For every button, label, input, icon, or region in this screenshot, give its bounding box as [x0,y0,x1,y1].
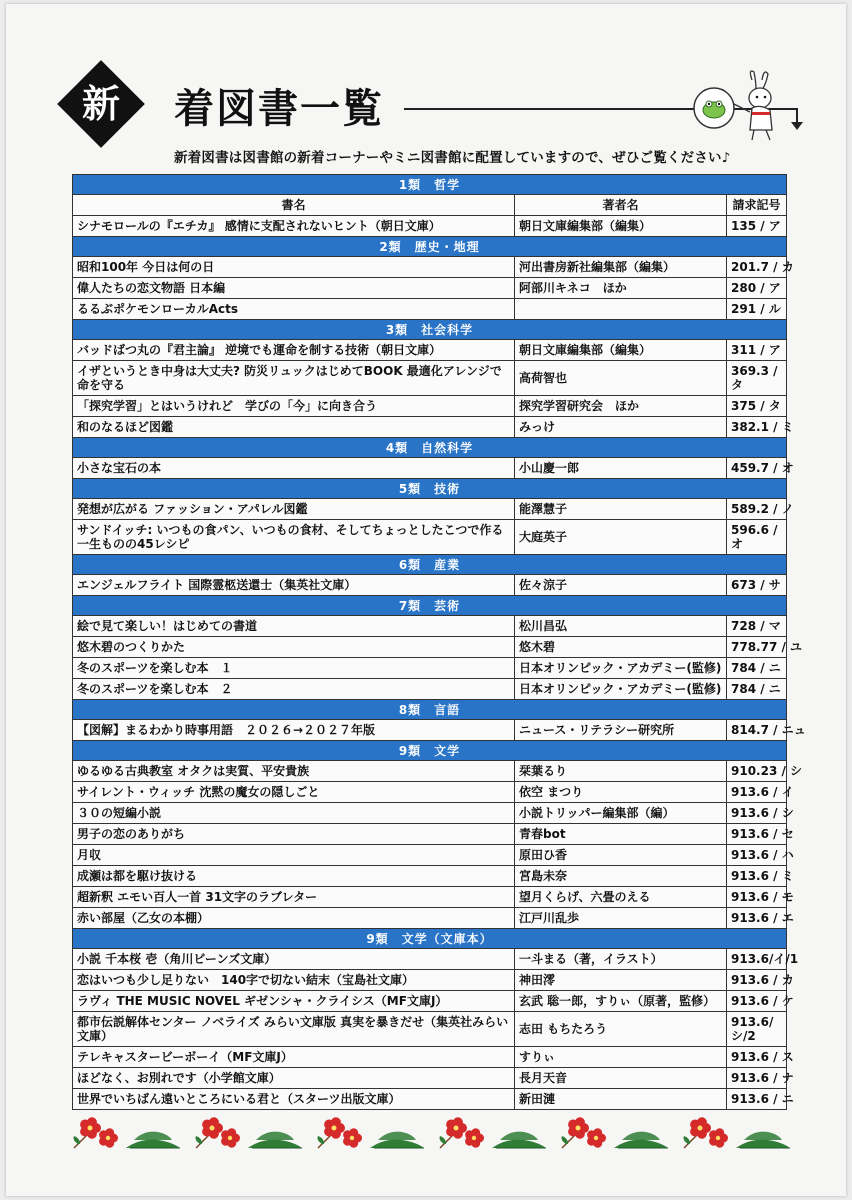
book-author: 能澤慧子 [515,499,727,520]
table-row [73,970,787,991]
call-number: 280 / ア [727,278,787,299]
book-author: 悠木碧 [515,637,727,658]
call-number: 728 / マ [727,616,787,637]
book-author: 日本オリンピック・アカデミー(監修) [515,658,727,679]
book-title: ほどなく、お別れです（小学館文庫） [73,1068,515,1089]
table-row [73,824,787,845]
call-number: 673 / サ [727,575,787,596]
book-title: 偉人たちの恋文物語 日本編 [73,278,515,299]
table-row [73,1047,787,1068]
call-number: 913.6 / モ [727,887,787,908]
book-title: 男子の恋のありがち [73,824,515,845]
book-title: ３０の短編小説 [73,803,515,824]
book-title: 冬のスポーツを楽しむ本 ２ [73,679,515,700]
call-number: 910.23 / シ [727,761,787,782]
book-author: 朝日文庫編集部（編集） [515,216,727,237]
table-row [73,616,787,637]
intro-text: 新着図書は図書館の新着コーナーやミニ図書館に配置していますので、ぜひご覧ください♪ [174,150,731,166]
table-row [73,340,787,361]
call-number: 913.6/シ/2 [727,1012,787,1047]
book-author: 栞葉るり [515,761,727,782]
call-number: 913.6 / ナ [727,1068,787,1089]
table-row [73,658,787,679]
table-row [73,866,787,887]
table-row [73,361,787,396]
call-number: 913.6 / エ [727,908,787,929]
call-number: 459.7 / オ [727,458,787,479]
book-author: 高荷智也 [515,361,727,396]
call-number: 913.6 / セ [727,824,787,845]
footer-decoration [68,1114,798,1156]
category-label: 7類 芸術 [73,596,787,616]
table-row [73,949,787,970]
book-author: 宮島未奈 [515,866,727,887]
table-row [73,782,787,803]
table-row [73,499,787,520]
table-row [73,257,787,278]
category-header [73,320,787,340]
table-row [73,803,787,824]
book-author: 玄武 聡一郎，すりぃ（原著，監修） [515,991,727,1012]
book-title: 恋はいつも少し足りない 140字で切ない結末（宝島社文庫） [73,970,515,991]
category-label: 9類 文学（文庫本） [73,929,787,949]
category-header [73,175,787,195]
table-row [73,299,787,320]
book-author: すりぃ [515,1047,727,1068]
category-header [73,479,787,499]
call-number: 135 / ア [727,216,787,237]
book-author: 志田 もちたろう [515,1012,727,1047]
book-author: 河出書房新社編集部（編集） [515,257,727,278]
rabbit-mascot-icon [682,68,792,144]
column-header-author: 著者名 [515,195,727,216]
table-row [73,720,787,741]
page-title: 着図書一覧 [174,85,384,132]
table-row [73,520,787,555]
column-header-row [73,195,787,216]
book-title: ゆるゆる古典教室 オタクは実質、平安貴族 [73,761,515,782]
table-row [73,1068,787,1089]
book-author: 新田漣 [515,1089,727,1110]
call-number: 913.6 / ス [727,1047,787,1068]
book-title: エンジェルフライト 国際霊柩送還士（集英社文庫） [73,575,515,596]
book-title: 都市伝説解体センター ノベライズ みらい文庫版 真実を暴きだせ（集英社みらい文庫） [73,1012,515,1047]
table-row [73,845,787,866]
category-header [73,929,787,949]
category-header [73,596,787,616]
book-title: 小さな宝石の本 [73,458,515,479]
book-author: 原田ひ香 [515,845,727,866]
document-page [6,4,846,1196]
call-number: 784 / ニ [727,658,787,679]
call-number: 913.6 / シ [727,803,787,824]
plum-blossom-icon [68,1114,186,1154]
book-author: 望月くらげ、六畳のえる [515,887,727,908]
table-row [73,679,787,700]
table-row [73,216,787,237]
book-author: 一斗まる（著，イラスト） [515,949,727,970]
book-author: 小山慶一郎 [515,458,727,479]
call-number: 201.7 / カ [727,257,787,278]
book-author: みっけ [515,417,727,438]
category-label: 8類 言語 [73,700,787,720]
badge-text: 新 [81,81,120,126]
book-title: バッドばつ丸の『君主論』 逆境でも運命を制する技術（朝日文庫） [73,340,515,361]
table-row [73,991,787,1012]
category-header [73,741,787,761]
category-label: 9類 文学 [73,741,787,761]
book-title: 和のなるほど図鑑 [73,417,515,438]
book-author: 依空 まつり [515,782,727,803]
column-header-call: 請求記号 [727,195,787,216]
call-number: 778.77 / ユ [727,637,787,658]
book-author: 江戸川乱歩 [515,908,727,929]
book-author: 神田澪 [515,970,727,991]
call-number: 596.6 / オ [727,520,787,555]
book-title: 赤い部屋（乙女の本棚） [73,908,515,929]
table-row [73,278,787,299]
table-row [73,575,787,596]
plum-blossom-icon [190,1114,308,1154]
call-number: 913.6 / ミ [727,866,787,887]
book-title: 【図解】まるわかり時事用語 ２０２６→２０２７年版 [73,720,515,741]
book-author: 佐々涼子 [515,575,727,596]
call-number: 913.6/イ/1 [727,949,787,970]
book-title: イザというとき中身は大丈夫? 防災リュックはじめてBOOK 最適化アレンジで命を守る [73,361,515,396]
call-number: 913.6 / カ [727,970,787,991]
book-author: 探究学習研究会 ほか [515,396,727,417]
book-title: 悠木碧のつくりかた [73,637,515,658]
call-number: 913.6 / ニ [727,1089,787,1110]
plum-blossom-icon [678,1114,796,1154]
down-arrow-icon [791,122,803,130]
call-number: 814.7 / ニュ [727,720,787,741]
plum-blossom-icon [556,1114,674,1154]
table-row [73,1012,787,1047]
call-number: 382.1 / ミ [727,417,787,438]
book-title: 発想が広がる ファッション・アパレル図鑑 [73,499,515,520]
book-title: サイレント・ウィッチ 沈黙の魔女の隠しごと [73,782,515,803]
book-title: 昭和100年 今日は何の日 [73,257,515,278]
plum-blossom-icon [312,1114,430,1154]
book-title: 絵で見て楽しい！はじめての書道 [73,616,515,637]
book-title: 月収 [73,845,515,866]
book-title: 超新釈 エモい百人一首 31文字のラブレター [73,887,515,908]
category-label: 2類 歴史・地理 [73,237,787,257]
books-table [72,174,806,1110]
call-number: 311 / ア [727,340,787,361]
book-author: 長月天音 [515,1068,727,1089]
table-row [73,887,787,908]
call-number: 913.6 / ケ [727,991,787,1012]
call-number: 913.6 / ハ [727,845,787,866]
book-author: 朝日文庫編集部（編集） [515,340,727,361]
table-row [73,761,787,782]
book-author [515,299,727,320]
table-row [73,1089,787,1110]
book-title: サンドイッチ: いつもの食パン、いつもの食材、そしてちょっとしたこつで作る一生ものの45レシピ [73,520,515,555]
table-row [73,637,787,658]
category-label: 5類 技術 [73,479,787,499]
book-author: ニュース・リテラシー研究所 [515,720,727,741]
call-number: 589.2 / ノ [727,499,787,520]
table-row [73,908,787,929]
category-header [73,237,787,257]
page-header [62,68,802,148]
book-title: るるぶポケモンローカルActs [73,299,515,320]
book-title: テレキャスタービーボーイ（MF文庫J） [73,1047,515,1068]
category-label: 1類 哲学 [73,175,787,195]
book-title: シナモロールの『エチカ』 感情に支配されないヒント（朝日文庫） [73,216,515,237]
book-author: 阿部川キネコ ほか [515,278,727,299]
book-title: 小説 千本桜 壱（角川ビーンズ文庫） [73,949,515,970]
book-author: 小説トリッパー編集部（編） [515,803,727,824]
category-label: 3類 社会科学 [73,320,787,340]
category-header [73,555,787,575]
table-row [73,417,787,438]
book-title: 成瀬は都を駆け抜ける [73,866,515,887]
book-title: 「探究学習」とはいうけれど 学びの「今」に向き合う [73,396,515,417]
book-title: 冬のスポーツを楽しむ本 １ [73,658,515,679]
book-author: 松川昌弘 [515,616,727,637]
call-number: 784 / ニ [727,679,787,700]
category-label: 6類 産業 [73,555,787,575]
plum-blossom-icon [434,1114,552,1154]
call-number: 913.6 / イ [727,782,787,803]
call-number: 375 / タ [727,396,787,417]
category-header [73,700,787,720]
book-author: 大庭英子 [515,520,727,555]
book-author: 日本オリンピック・アカデミー(監修) [515,679,727,700]
table-row [73,458,787,479]
call-number: 369.3 / タ [727,361,787,396]
book-title: 世界でいちばん遠いところにいる君と（スターツ出版文庫） [73,1089,515,1110]
table-row [73,396,787,417]
category-header [73,438,787,458]
call-number: 291 / ル [727,299,787,320]
book-title: ラヴィ THE MUSIC NOVEL ギゼンシャ・クライシス（MF文庫J） [73,991,515,1012]
column-header-title: 書名 [73,195,515,216]
book-author: 青春bot [515,824,727,845]
category-label: 4類 自然科学 [73,438,787,458]
